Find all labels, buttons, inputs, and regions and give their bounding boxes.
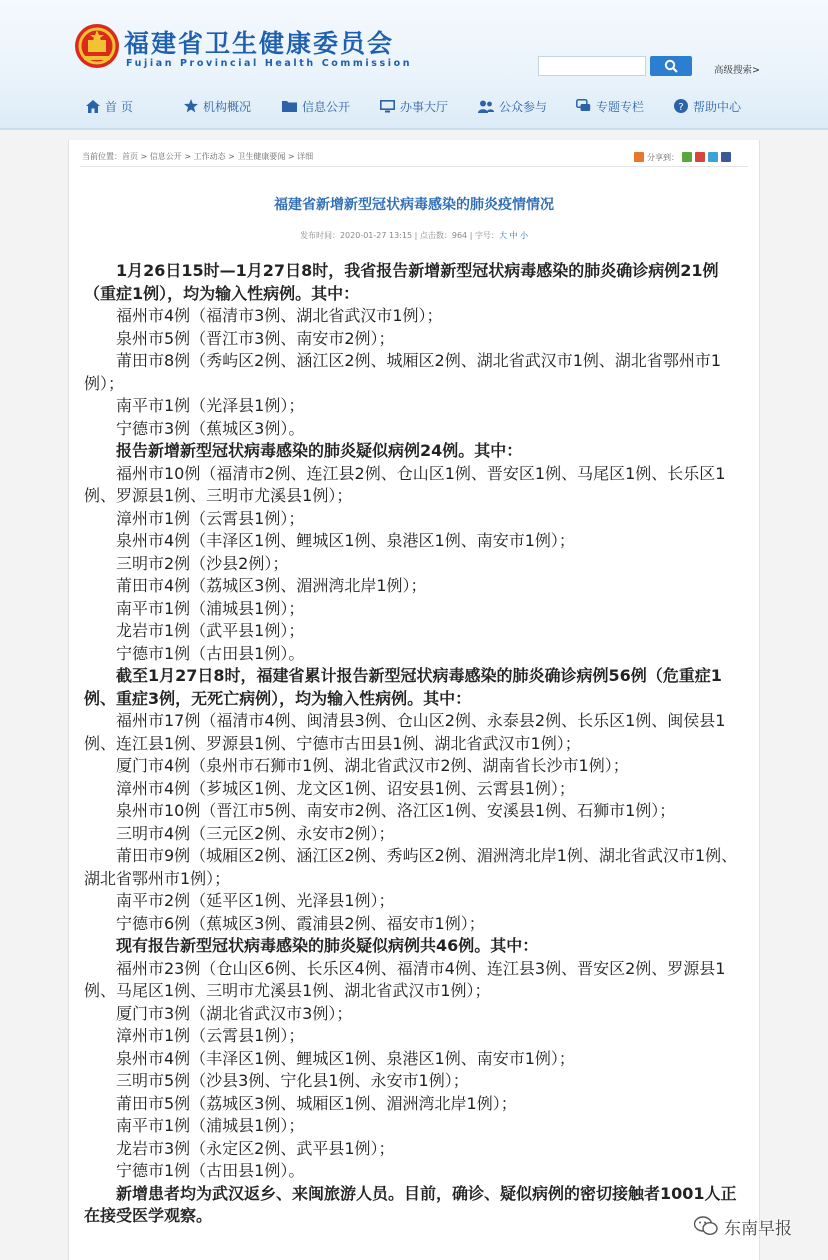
article-paragraph: 龙岩市1例（武平县1例）； [116, 621, 305, 640]
article-paragraph: 龙岩市3例（永定区2例、武平县1例）； [116, 1138, 395, 1158]
article-body [84, 260, 744, 1228]
article-paragraph: 南平市1例（浦城县1例）； [116, 1116, 305, 1135]
article-paragraph: 1月26日15时—1月27日8时，我省报告新增新型冠状病毒感染的肺炎确诊病例21例（重症1例），均为输入性病例。其中： [84, 261, 719, 303]
search-button[interactable] [650, 56, 692, 76]
chat-icon [576, 99, 591, 113]
share-qzone-icon[interactable] [708, 152, 718, 162]
article-meta [0, 230, 828, 241]
article-paragraph: 莆田市4例（荔城区3例、湄洲湾北岸1例）； [116, 576, 427, 595]
article-paragraph: 莆田市5例（荔城区3例、城厢区1例、湄洲湾北岸1例）； [116, 1093, 517, 1113]
meta-font-label: 字号： [474, 231, 499, 240]
wechat-logo-icon [694, 1216, 718, 1236]
nav-help-center[interactable] [674, 94, 741, 118]
article-paragraph: 三明市4例（三元区2例、永安市2例）； [116, 823, 395, 843]
nav-about[interactable] [184, 94, 251, 118]
article-paragraph: 三明市2例（沙县2例）； [116, 553, 289, 573]
article-paragraph: 泉州市5例（晋江市3例、南安市2例）； [116, 328, 395, 348]
article-title: 福建省新增新型冠状病毒感染的肺炎疫情情况 [274, 197, 554, 213]
nav-home-label: 首 页 [105, 99, 133, 114]
source-watermark [694, 1212, 792, 1240]
home-icon [86, 100, 100, 113]
article-paragraph: 新增患者均为武汉返乡、来闽旅游人员。目前，确诊、疑似病例的密切接触者1001人正在接受医学观察。 [84, 1183, 737, 1225]
watermark-text: 东南早报 [724, 1218, 792, 1239]
article-paragraph: 泉州市4例（丰泽区1例、鲤城区1例、泉港区1例、南安市1例）； [116, 1048, 575, 1068]
nav-about-label: 机构概况 [203, 99, 252, 114]
article-paragraph: 截至1月27日8时，福建省累计报告新型冠状病毒感染的肺炎确诊病例56例（危重症1例、重症3例，无死亡病例），均为输入性病例。其中： [84, 666, 722, 708]
search-input[interactable] [538, 56, 646, 76]
svg-text:?: ? [678, 102, 684, 113]
site-header [0, 0, 828, 130]
article-paragraph: 泉州市4例（丰泽区1例、鲤城区1例、泉港区1例、南安市1例）； [116, 531, 575, 550]
main-nav [0, 94, 828, 118]
national-emblem-icon [74, 22, 120, 70]
article-paragraph: 宁德市1例（古田县1例）。 [116, 643, 305, 663]
article-paragraph: 漳州市4例（芗城区1例、龙文区1例、诏安县1例、云霄县1例）； [116, 778, 575, 798]
meta-published-label: 发布时间： [299, 231, 340, 240]
meta-published: 2020-01-27 13:15 [339, 231, 413, 240]
nav-participation-label: 公众参与 [499, 99, 548, 114]
article-paragraph: 宁德市3例（蕉城区3例）。 [116, 418, 305, 438]
advanced-search-link[interactable]: 高级搜索> [714, 65, 760, 76]
site-title[interactable]: 福建省卫生健康委员会 [124, 29, 395, 58]
article-paragraph: 莆田市9例（城厢区2例、涵江区2例、秀屿区2例、湄洲湾北岸1例、湖北省武汉市1例、湖北省鄂州市1例）； [84, 846, 738, 888]
article-paragraph: 福州市10例（福清市2例、连江县2例、仓山区1例、晋安区1例、马尾区1例、长乐区1例、罗源县1例、三明市尤溪县1例）； [84, 463, 726, 505]
article-paragraph: 福州市4例（福清市3例、湖北省武汉市1例）； [116, 306, 443, 325]
meta-clicks-label: 点击数： [419, 231, 452, 240]
article-paragraph: 福州市23例（仓山区6例、长乐区4例、福清市4例、连江县3例、晋安区2例、罗源县1例、马尾区1例、三明市尤溪县1例、湖北省武汉市1例）； [84, 958, 726, 1000]
help-icon [674, 99, 688, 113]
nav-topics-label: 专题专栏 [596, 99, 645, 114]
meta-sep: | [469, 231, 475, 240]
nav-special-topics[interactable] [576, 94, 644, 118]
article-paragraph: 南平市2例（延平区1例、光泽县1例）； [116, 891, 395, 910]
nav-help-label: 帮助中心 [693, 99, 742, 114]
article-paragraph: 报告新增新型冠状病毒感染的肺炎疑似病例24例。其中： [116, 441, 523, 460]
nav-service-label: 办事大厅 [400, 99, 449, 114]
article-paragraph: 泉州市10例（晋江市5例、南安市2例、洛江区1例、安溪县1例、石狮市1例）； [116, 801, 676, 820]
nav-home[interactable] [86, 94, 133, 118]
nav-info-disclosure[interactable] [282, 94, 350, 118]
share-weibo-icon[interactable] [695, 152, 705, 162]
share-wechat-icon[interactable] [682, 152, 692, 162]
star-icon [184, 99, 198, 113]
article-paragraph: 漳州市1例（云霄县1例）； [116, 508, 305, 528]
monitor-icon [380, 100, 395, 113]
people-icon [478, 100, 494, 113]
article-paragraph: 福州市17例（福清市4例、闽清县3例、仓山区2例、永泰县2例、长乐区1例、闽侯县1例、连江县1例、罗源县1例、宁德市古田县1例、湖北省武汉市1例）； [84, 711, 726, 753]
article-paragraph: 厦门市4例（泉州市石狮市1例、湖北省武汉市2例、湖南省长沙市1例）； [116, 756, 629, 775]
share-label: 分享到： [647, 152, 679, 162]
folder-icon [282, 100, 297, 112]
article-paragraph: 厦门市3例（湖北省武汉市3例）； [116, 1003, 353, 1023]
share-renren-icon[interactable] [721, 152, 731, 162]
article-paragraph: 宁德市1例（古田县1例）。 [116, 1161, 305, 1180]
article-paragraph: 漳州市1例（云霄县1例）； [116, 1026, 305, 1045]
nav-public-participation[interactable] [478, 94, 547, 118]
meta-clicks: 964 [451, 231, 468, 240]
article-paragraph: 现有报告新型冠状病毒感染的肺炎疑似病例共46例。其中： [116, 936, 539, 955]
article-paragraph: 莆田市8例（秀屿区2例、涵江区2例、城厢区2例、湖北省武汉市1例、湖北省鄂州市1例）； [84, 351, 722, 393]
breadcrumb-divider [80, 166, 748, 167]
article-paragraph: 南平市1例（浦城县1例）； [116, 598, 305, 618]
font-size-switch[interactable]: 大 中 小 [498, 231, 529, 240]
article-paragraph: 三明市5例（沙县3例、宁化县1例、永安市1例）； [116, 1071, 469, 1090]
share-plus-icon[interactable] [634, 152, 644, 162]
meta-sep: | [414, 231, 420, 240]
search-icon [664, 59, 678, 73]
site-subtitle: Fujian Provincial Health Commission [126, 58, 413, 69]
article-paragraph: 宁德市6例（蕉城区3例、霞浦县2例、福安市1例）； [116, 913, 485, 933]
nav-info-label: 信息公开 [302, 99, 351, 114]
nav-service-hall[interactable] [380, 94, 448, 118]
article-paragraph: 南平市1例（光泽县1例）； [116, 396, 305, 415]
breadcrumb[interactable]: 当前位置：首页 > 信息公开 > 工作动态 > 卫生健康要闻 > 详细 [82, 152, 314, 161]
share-bar [634, 150, 731, 164]
